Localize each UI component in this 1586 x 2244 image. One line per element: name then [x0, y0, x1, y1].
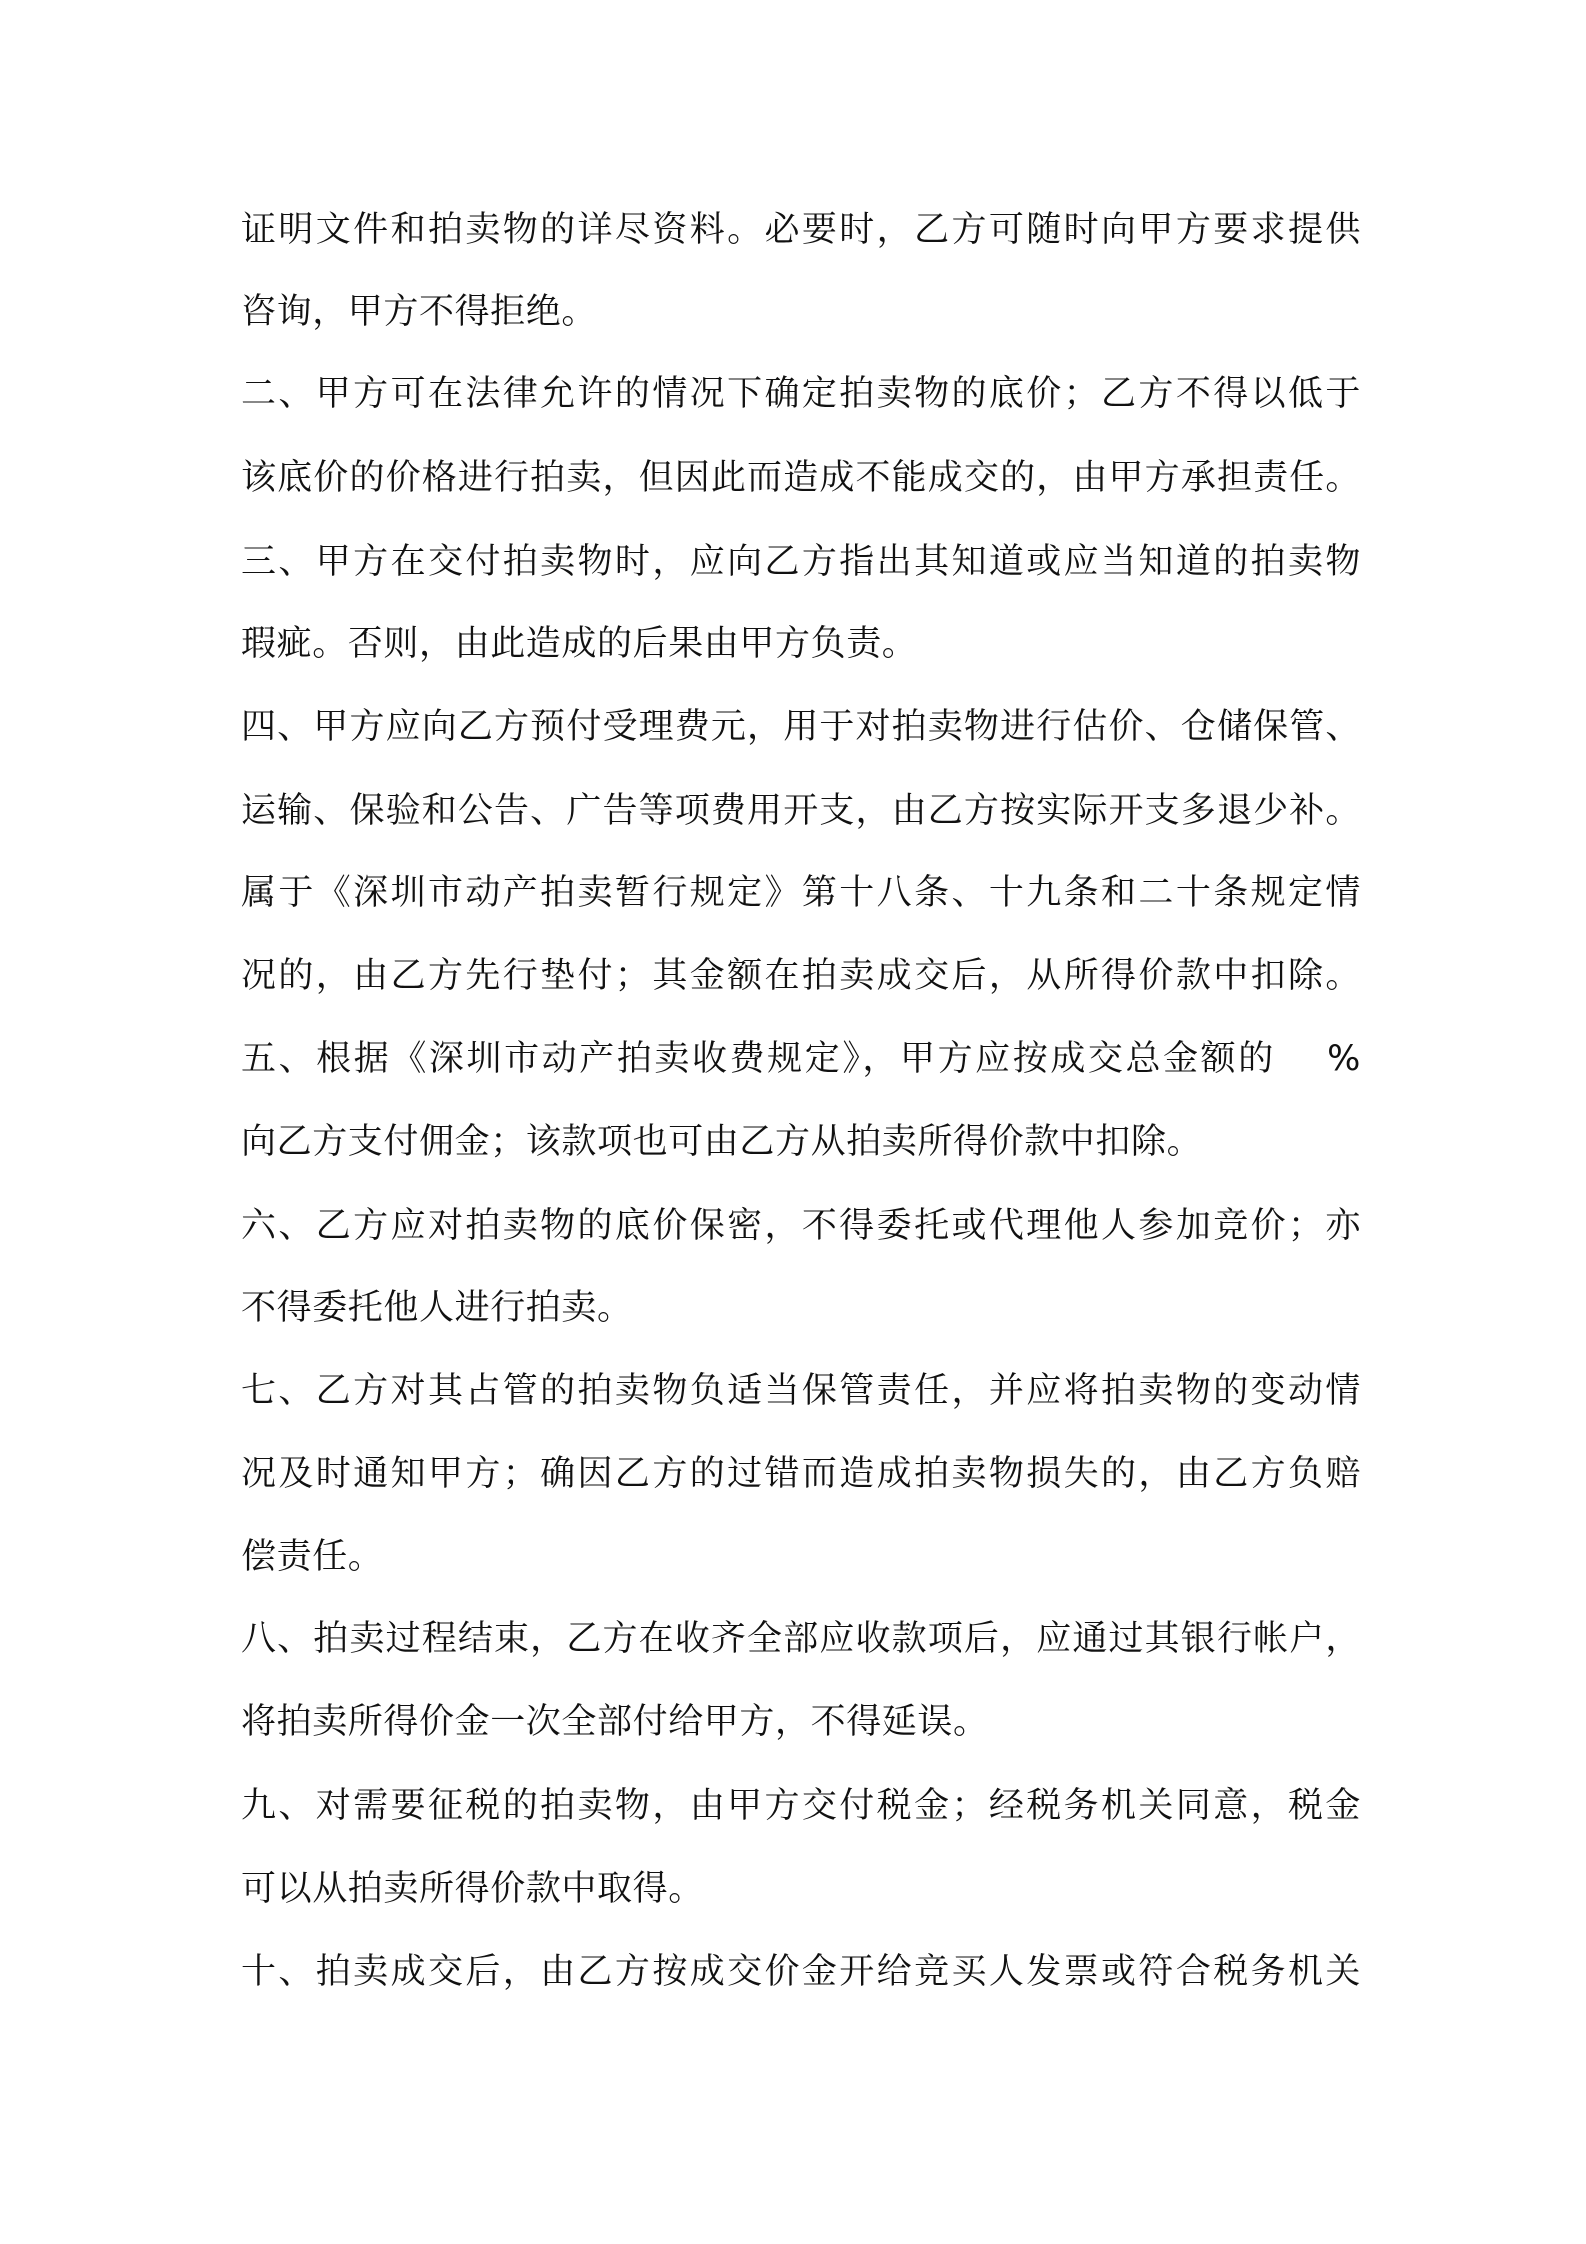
text-line: 运输、保验和公告、广告等项费用开支，由乙方按实际开支多退少补。	[241, 791, 1361, 831]
text-line: 九、对需要征税的拍卖物，由甲方交付税金；经税务机关同意，税金	[241, 1786, 1361, 1826]
text-line: 十、拍卖成交后，由乙方按成交价金开给竞买人发票或符合税务机关	[241, 1952, 1361, 1992]
text-line: 向乙方支付佣金；该款项也可由乙方从拍卖所得价款中扣除。	[241, 1122, 1203, 1162]
text-line: 不得委托他人进行拍卖。	[241, 1288, 633, 1328]
text-line: 五、根据《深圳市动产拍卖收费规定》，甲方应按成交总金额的 %	[241, 1039, 1361, 1079]
text-line: 四、甲方应向乙方预付受理费元，用于对拍卖物进行估价、仓储保管、	[241, 707, 1361, 747]
text-line: 该底价的价格进行拍卖，但因此而造成不能成交的，由甲方承担责任。	[241, 458, 1361, 498]
text-line: 可以从拍卖所得价款中取得。	[241, 1869, 704, 1909]
text-line: 三、甲方在交付拍卖物时，应向乙方指出其知道或应当知道的拍卖物	[241, 542, 1361, 582]
text-line: 瑕疵。否则，由此造成的后果由甲方负责。	[241, 624, 918, 664]
text-line: 七、乙方对其占管的拍卖物负适当保管责任，并应将拍卖物的变动情	[241, 1371, 1361, 1411]
text-line: 咨询，甲方不得拒绝。	[241, 292, 598, 332]
text-line: 将拍卖所得价金一次全部付给甲方，不得延误。	[241, 1702, 989, 1742]
text-line: 二、甲方可在法律允许的情况下确定拍卖物的底价；乙方不得以低于	[241, 374, 1361, 414]
text-line: 况及时通知甲方；确因乙方的过错而造成拍卖物损失的，由乙方负赔	[241, 1454, 1361, 1494]
text-line: 偿责任。	[241, 1537, 384, 1577]
text-line: 证明文件和拍卖物的详尽资料。必要时，乙方可随时向甲方要求提供	[241, 210, 1361, 250]
text-line: 六、乙方应对拍卖物的底价保密，不得委托或代理他人参加竞价；亦	[241, 1206, 1361, 1246]
text-line: 况的，由乙方先行垫付；其金额在拍卖成交后，从所得价款中扣除。	[241, 956, 1361, 996]
text-line: 属于《深圳市动产拍卖暂行规定》第十八条、十九条和二十条规定情	[241, 873, 1361, 913]
text-line: 八、拍卖过程结束，乙方在收齐全部应收款项后，应通过其银行帐户，	[241, 1619, 1361, 1659]
